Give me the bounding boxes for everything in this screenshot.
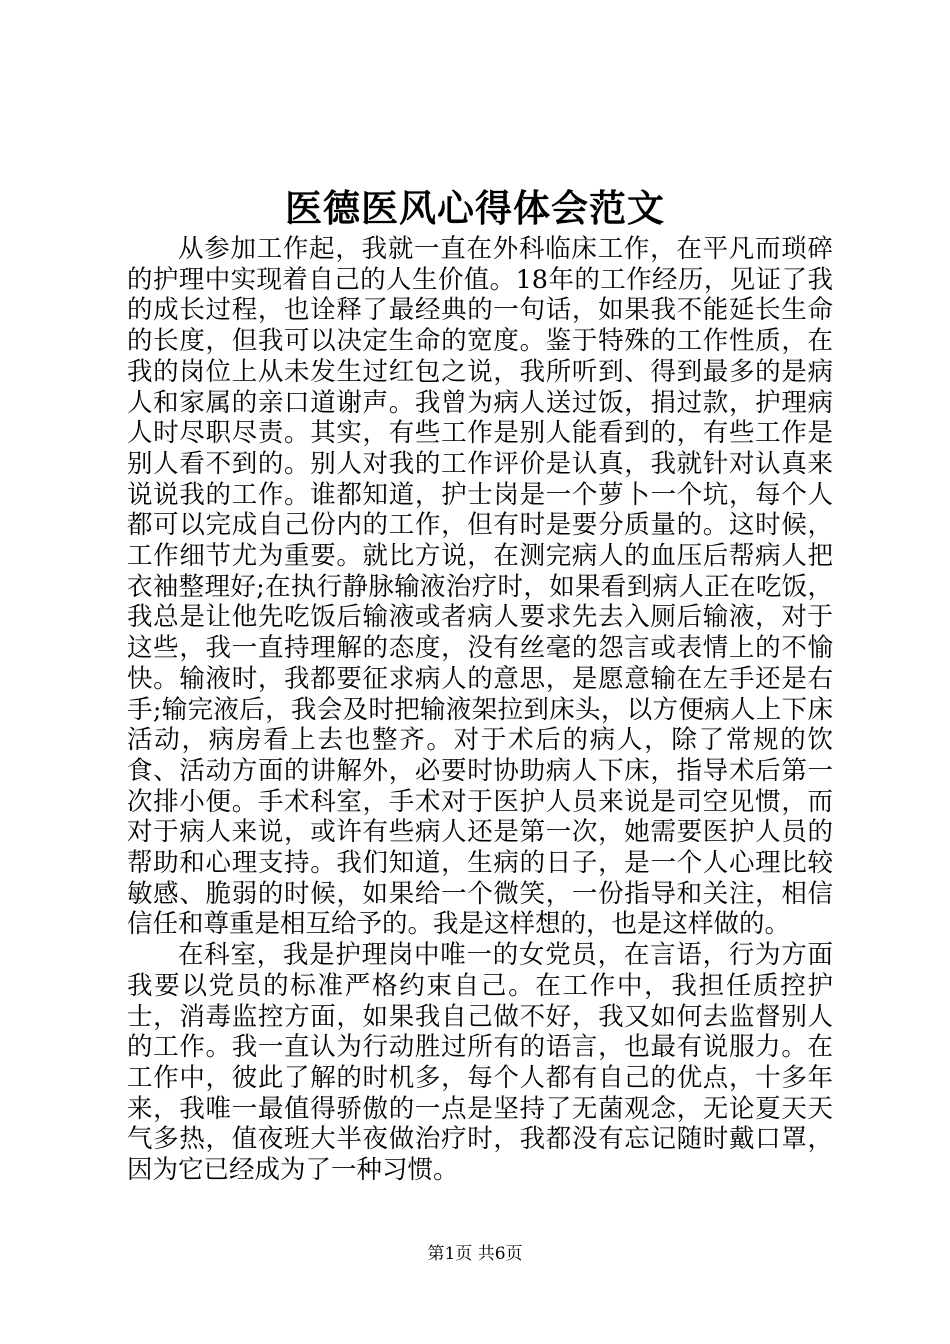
page-footer: 第1页 共6页 — [427, 1244, 523, 1264]
document-body — [127, 234, 833, 1186]
paragraph-2: 在科室，我是护理岗中唯一的女党员，在言语，行为方面我要以党员的标准严格约束自己。在工作中，我担任质控护士，消毒监控方面，如果我自己做不好，我又如何去监督别人的工作。我一直认为行动胜过所有的语言，也最有说服力。在工作中，彼此了解的时机多，每个人都有自己的优点，十多年来，我唯一最值得骄傲的一点是坚持了无菌观念，无论夏天天气多热，值夜班大半夜做治疗时，我都没有忘记随时戴口罩，因为它已经成为了一种习惯。 — [127, 940, 833, 1186]
page-title: 医德医风心得体会范文 — [285, 186, 665, 230]
paragraph-1: 从参加工作起，我就一直在外科临床工作，在平凡而琐碎的护理中实现着自己的人生价值。18年的工作经历，见证了我的成长过程，也诠释了最经典的一句话，如果我不能延长生命的长度，但我可以决定生命的宽度。鉴于特殊的工作性质，在我的岗位上从未发生过红包之说，我所听到、得到最多的是病人和家属的亲口道谢声。我曾为病人送过饭，捐过款，护理病人时尽职尽责。其实，有些工作是别人能看到的，有些工作是别人看不到的。别人对我的工作评价是认真，我就针对认真来说说我的工作。谁都知道，护士岗是一个萝卜一个坑，每个人都可以完成自己份内的工作，但有时是要分质量的。这时候，工作细节尤为重要。就比方说，在测完病人的血压后帮病人把衣袖整理好;在执行静脉输液治疗时，如果看到病人正在吃饭，我总是让他先吃饭后输液或者病人要求先去入厕后输液，对于这些，我一直持理解的态度，没有丝毫的怨言或表情上的不愉快。输液时，我都要征求病人的意思，是愿意输在左手还是右手;输完液后，我会及时把输液架拉到床头，以方便病人上下床活动，病房看上去也整齐。对于术后的病人，除了常规的饮食、活动方面的讲解外，必要时协助病人下床，指导术后第一次排小便。手术科室，手术对于医护人员来说是司空见惯，而对于病人来说，或许有些病人还是第一次，她需要医护人员的帮助和心理支持。我们知道，生病的日子，是一个人心理比较敏感、脆弱的时候，如果给一个微笑，一份指导和关注，相信信任和尊重是相互给予的。我是这样想的，也是这样做的。 — [127, 234, 833, 940]
